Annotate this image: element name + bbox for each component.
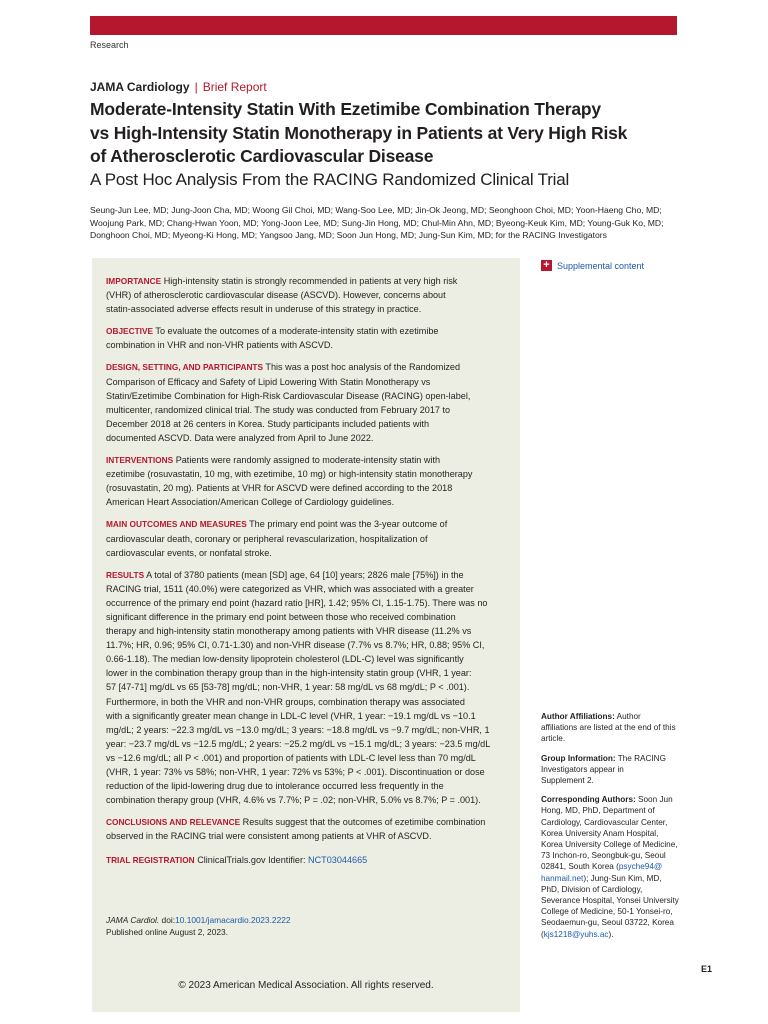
email-link[interactable]: hanmail.net (541, 873, 584, 883)
abstract-interventions: INTERVENTIONS Patients were randomly assigned to moderate-intensity statin with ezetimibe (rosuvastatin, 10 mg, with ezetimibe, 10 mg) or high-intensity statin monotherapy (rosuvastatin, 20 mg). Patients at VHR for ASCVD were defined according to the 2018 American Heart Association/American College of Cardiology guidelines. (106, 455, 473, 508)
article-type: Brief Report (202, 80, 267, 94)
section-heading: RESULTS (106, 569, 145, 580)
email-link[interactable]: kjs1218@yuhs.ac (543, 929, 609, 939)
journal-separator: | (194, 80, 198, 94)
author-line: Donghoon Choi, MD; Myeong-Ki Hong, MD; Yangsoo Jang, MD; Soon Jun Hong, MD; Jung-Sun Kim, MD; for the RACING Investigators (90, 230, 607, 240)
group-information: Group Information: The RACING Investigators appear in Supplement 2. (541, 753, 666, 786)
corresponding-authors: Corresponding Authors: Soon Jun Hong, MD, PhD, Department of Cardiology, Cardiovascular Center, Korea University Anam Hospital, Korea University College of Medicine, 73 Inchon-ro, Seongbuk-gu, Seoul 02841, South Korea (psyche94@ hanmail.net); Jung-Sun Kim, MD, PhD, Division of Cardiology, Severance Hospital, Yonsei University College of Medicine, 50-1 Yonsei-ro, Seodaemun-gu, Seoul 03722, Korea (kjs1218@yuhs.ac). (541, 795, 679, 939)
abstract-conclusions: CONCLUSIONS AND RELEVANCE Results suggest that the outcomes of ezetimibe combination observed in the RACING trial were consistent among patients at VHR of ASCVD. (106, 817, 486, 842)
author-affiliations: Author Affiliations: Author affiliations are listed at the end of this article. (541, 712, 676, 744)
supplemental-content-link[interactable] (541, 260, 644, 271)
section-heading: TRIAL REGISTRATION (106, 855, 195, 866)
section-heading: CONCLUSIONS AND RELEVANCE (106, 817, 241, 828)
abstract-outcomes: MAIN OUTCOMES AND MEASURES The primary end point was the 3-year outcome of cardiovascular death, coronary or peripheral revascularization, hospitalization of cardiovascular events, or nonfatal stroke. (106, 519, 448, 558)
section-heading: INTERVENTIONS (106, 455, 174, 466)
journal-name: JAMA Cardiology (90, 80, 190, 94)
sidebar-notes (541, 711, 681, 948)
article-subtitle: A Post Hoc Analysis From the RACING Randomized Clinical Trial (90, 170, 570, 189)
title-line: vs High-Intensity Statin Monotherapy in Patients at Very High Risk (90, 122, 628, 143)
registry-label: ClinicalTrials.gov Identifier: (197, 855, 306, 866)
trial-id-link[interactable]: NCT03044665 (308, 855, 368, 866)
doi-link[interactable]: 10.1001/jamacardio.2023.2222 (175, 915, 291, 925)
abstract-importance: IMPORTANCE High-intensity statin is strongly recommended in patients at very high risk (VHR) of atherosclerotic cardiovascular disease (ASCVD). However, concerns about statin-associated adverse effects result in underuse of this strategy in practice. (106, 276, 458, 315)
section-heading: MAIN OUTCOMES AND MEASURES (106, 519, 247, 530)
author-list (90, 204, 680, 242)
abstract-objective: OBJECTIVE To evaluate the outcomes of a moderate-intensity statin with ezetimibe combination in VHR and non-VHR patients with ASCVD. (106, 326, 439, 351)
section-label: Research (90, 40, 129, 50)
abstract-trial-registration (106, 853, 506, 867)
plus-icon: + (541, 260, 552, 271)
journal-line (90, 80, 267, 94)
email-link[interactable]: psyche94@ (618, 862, 663, 872)
abstract-results: RESULTS A total of 3780 patients (mean [SD] age, 64 [10] years; 2826 male [75%]) in the RACING trial, 1511 (40.0%) were categorized as VHR, which was associated with a greater occurrence of the primary end point (hazard ratio [HR], 1.42; 95% CI, 1.15-1.75). There was no significant difference in the primary end point between those who received combination therapy and high-intensity statin monotherapy among patients with VHR disease (11.2% vs 11.7%; HR, 0.96; 95% CI, 0.71-1.30) and non-VHR disease (7.7% vs 8.7%; HR, 0.88; 95% CI, 0.66-1.18). The median low-density lipoprotein cholesterol (LDL-C) level was significantly lower in the combination therapy group than in the high-intensity statin group (VHR, 1 year: 57 [47-71] mg/dL vs 65 [53-78] mg/dL; non-VHR, 1 year: 58 mg/dL vs 68 mg/dL; P < .001). Furthermore, in both the VHR and non-VHR groups, combination therapy was associated with a significantly greater mean change in LDL-C level (VHR, 1 year: −19.1 mg/dL vs −10.1 mg/dL; 2 years: −22.3 mg/dL vs −13.0 mg/dL; 3 years: −18.8 mg/dL vs −9.7 mg/dL; non-VHR, 1 year: −23.7 mg/dL vs −12.5 mg/dL; 2 years: −25.2 mg/dL vs −15.1 mg/dL; 3 years: −23.5 mg/dL vs −12.6 mg/dL; all P < .001) and proportion of patients with LDL-C level less than 70 mg/dL (VHR, 1 year: 73% vs 58%; non-VHR, 1 year: 72% vs 53%; P < .001). Discontinuation or dose reduction of the lipid-lowering drug due to intolerance occurred less frequently in the combination therapy group (VHR, 4.6% vs 7.7%; P = .02; non-VHR, 5.0% vs 8.7%; P = .001). (106, 569, 491, 806)
page-number: E1 (701, 964, 713, 974)
author-line: Woojung Park, MD; Chang-Hwan Yoon, MD; Yong-Joon Lee, MD; Sung-Jin Hong, MD; Chul-Min Ahn, MD; Byeong-Keuk Kim, MD; Young-Guk Ko, MD; (90, 217, 664, 228)
abstract-box (92, 258, 520, 1012)
section-heading: DESIGN, SETTING, AND PARTICIPANTS (106, 362, 264, 373)
supplemental-label: Supplemental content (557, 260, 645, 271)
citation: JAMA Cardiol. doi:10.1001/jamacardio.2023.2222 Published online August 2, 2023. (106, 915, 291, 937)
section-heading: OBJECTIVE (106, 326, 154, 337)
title-line: Moderate-Intensity Statin With Ezetimibe Combination Therapy (90, 99, 601, 119)
article-title (90, 98, 690, 169)
author-line: Seung-Jun Lee, MD; Jung-Joon Cha, MD; Woong Gil Choi, MD; Wang-Soo Lee, MD; Jin-Ok Jeong, MD; Seonghoon Choi, MD; Yoon-Haeng Cho, MD; (90, 205, 662, 215)
title-line: of Atherosclerotic Cardiovascular Disease (90, 146, 434, 166)
journal-abbrev: JAMA Cardiol. (106, 915, 160, 925)
journal-header-bar (90, 16, 677, 35)
copyright: © 2023 American Medical Association. All rights reserved. (178, 980, 434, 991)
abstract-design: DESIGN, SETTING, AND PARTICIPANTS This was a post hoc analysis of the Randomized Comparison of Efficacy and Safety of Lipid Lowering With Statin Monotherapy vs Statin/Ezetimibe Combination for High-Risk Cardiovascular Disease (RACING) open-label, multicenter, randomized clinical trial. The study was conducted from February 2017 to December 2018 at 26 centers in Korea. Study participants included patients with documented ASCVD. Data were analyzed from April to June 2022. (106, 362, 471, 443)
published-date: Published online August 2, 2023. (106, 926, 228, 937)
section-heading: IMPORTANCE (106, 276, 162, 286)
